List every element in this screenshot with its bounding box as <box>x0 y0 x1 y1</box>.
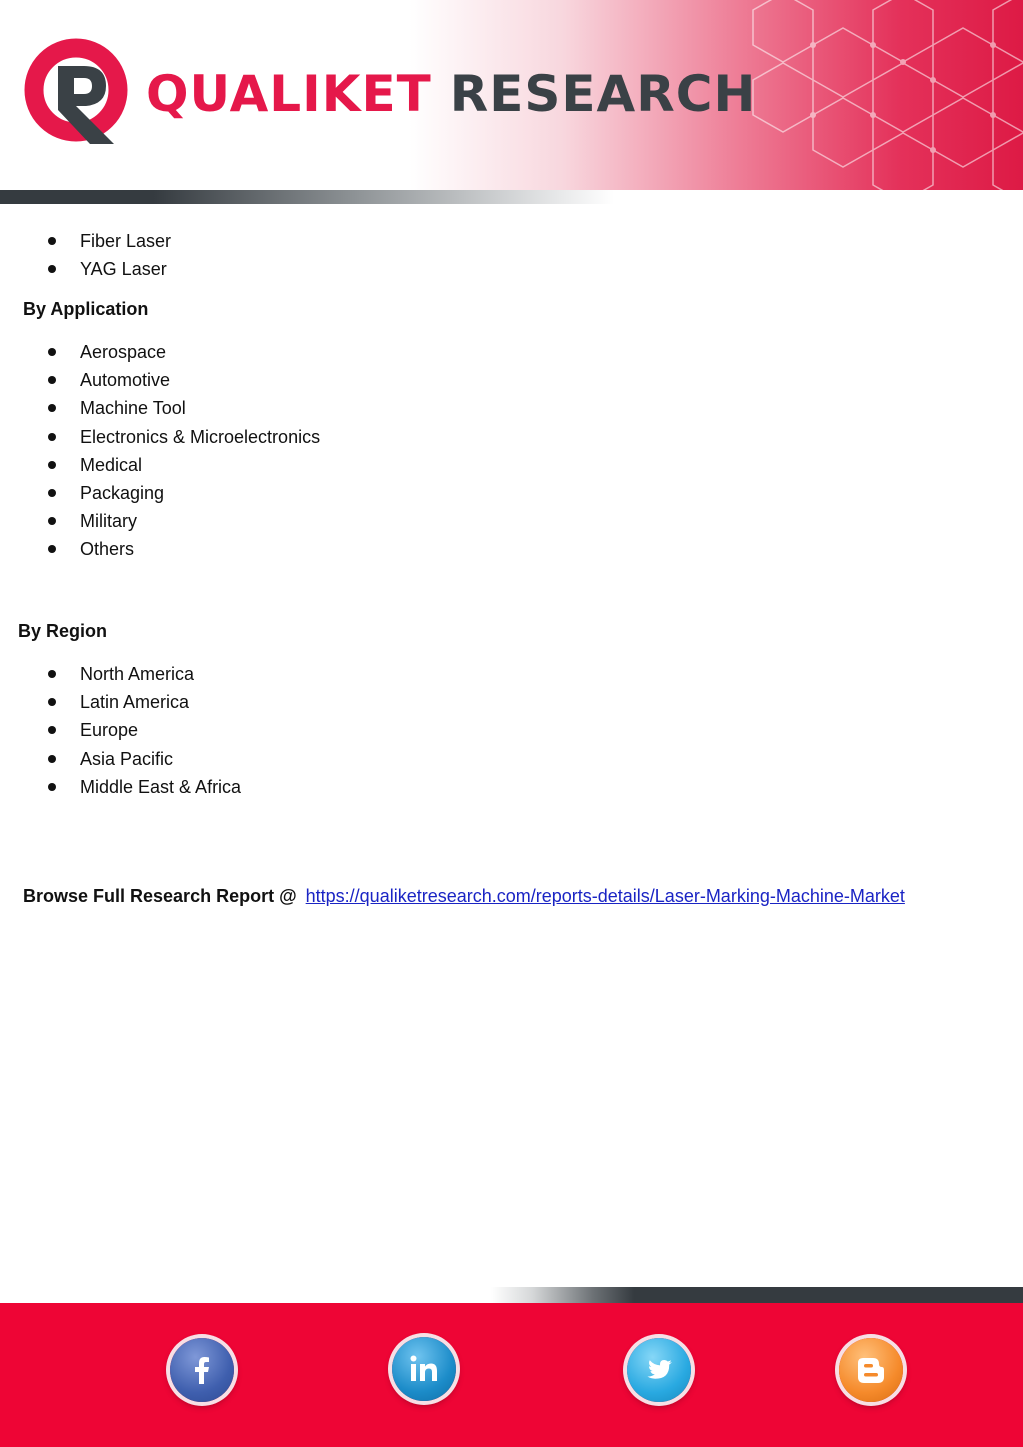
bullet-icon <box>48 237 56 245</box>
bullet-icon <box>48 783 56 791</box>
bullet-icon <box>48 726 56 734</box>
blogger-icon[interactable] <box>839 1338 903 1402</box>
bullet-icon <box>48 755 56 763</box>
bullet-icon <box>48 433 56 441</box>
bullet-icon <box>48 376 56 384</box>
bullet-icon <box>48 265 56 273</box>
page-header <box>0 0 1023 190</box>
application-list <box>0 338 320 564</box>
browse-label: Browse Full Research Report @ <box>23 886 297 906</box>
list-item: YAG Laser <box>0 255 171 283</box>
list-item: Fiber Laser <box>0 227 171 255</box>
facebook-icon[interactable] <box>170 1338 234 1402</box>
list-item: Others <box>0 535 320 563</box>
list-item: Medical <box>0 451 320 479</box>
brand-word-research: RESEARCH <box>449 65 757 123</box>
list-item: Packaging <box>0 479 320 507</box>
browse-report-line <box>23 886 905 907</box>
list-item: Machine Tool <box>0 394 320 422</box>
bullet-icon <box>48 670 56 678</box>
list-item: Electronics & Microelectronics <box>0 423 320 451</box>
list-item: Europe <box>0 716 241 744</box>
bullet-icon <box>48 698 56 706</box>
bullet-icon <box>48 404 56 412</box>
twitter-icon[interactable] <box>627 1338 691 1402</box>
linkedin-icon[interactable] <box>392 1337 456 1401</box>
bullet-icon <box>48 461 56 469</box>
bullet-icon <box>48 517 56 525</box>
list-item: Middle East & Africa <box>0 773 241 801</box>
header-divider-bar <box>0 190 1023 204</box>
section-heading-application: By Application <box>23 299 149 319</box>
bullet-icon <box>48 489 56 497</box>
bullet-icon <box>48 348 56 356</box>
list-item: Asia Pacific <box>0 745 241 773</box>
region-list <box>0 660 241 801</box>
list-item: Automotive <box>0 366 320 394</box>
type-list <box>0 227 171 283</box>
footer-divider-bar <box>0 1287 1023 1303</box>
list-item: Military <box>0 507 320 535</box>
brand-word-qualiket: QUALIKET <box>146 65 432 123</box>
qualiket-logo-icon <box>22 36 142 148</box>
report-link[interactable]: https://qualiketresearch.com/reports-details/Laser-Marking-Machine-Market <box>305 886 905 906</box>
brand-wordmark <box>146 62 756 126</box>
list-item: Aerospace <box>0 338 320 366</box>
bullet-icon <box>48 545 56 553</box>
list-item: North America <box>0 660 241 688</box>
section-heading-region: By Region <box>18 621 108 641</box>
list-item: Latin America <box>0 688 241 716</box>
